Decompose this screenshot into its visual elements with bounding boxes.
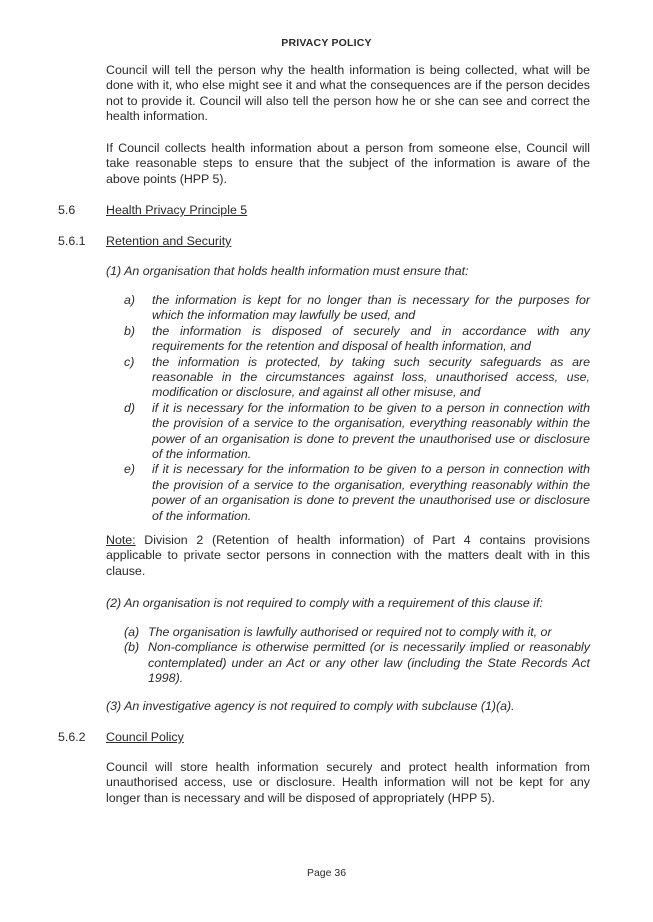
list-item	[124, 293, 590, 324]
intro-paragraph-2: If Council collects health information about a person from someone else, Council will take reasonable steps to ensure that the subject of the information is aware of the above points (HPP 5).	[106, 141, 590, 186]
subsection-title: Retention and Security	[106, 234, 232, 248]
page-number: Page 36	[306, 867, 347, 879]
list-item-text: if it is necessary for the information to be given to a person in connection with the provision of a service to the organisation, everything reasonably within the power of an organisation is done to prevent the unauthorised use or disclosure of the information.	[152, 462, 590, 523]
clause-1-list	[124, 293, 590, 524]
list-marker: (a)	[124, 625, 140, 639]
clause-2-list	[124, 625, 590, 687]
list-marker: (b)	[124, 640, 140, 655]
list-item	[124, 625, 590, 640]
subsection-heading-1	[58, 234, 231, 249]
clause-1-lead: (1) An organisation that holds health information must ensure that:	[106, 264, 469, 278]
subsection-heading-2	[58, 730, 184, 745]
list-item	[124, 462, 590, 524]
list-item-text: the information is protected, by taking such security safeguards as are reasonable in the circumstances against loss, unauthorised access, use, modification or disclosure, and against all other misuse, and	[152, 354, 590, 400]
note-text: Division 2 (Retention of health information) of Part 4 contains provisions applicable to private sector persons in connection with the matters dealt with in this clause.	[106, 533, 590, 578]
list-marker: e)	[124, 462, 136, 477]
subsection-number: 5.6.1	[58, 234, 86, 248]
clause-2-lead: (2) An organisation is not required to comply with a requirement of this clause if:	[106, 596, 543, 610]
section-heading	[58, 203, 247, 218]
section-number: 5.6	[58, 203, 76, 217]
note-paragraph	[106, 533, 590, 579]
list-item-text: if it is necessary for the information to be given to a person in connection with the provision of a service to the organisation, everything reasonably within the power of an organisation is done to prevent the unauthorised use or disclosure of the information.	[152, 400, 590, 462]
list-marker: c)	[124, 354, 135, 369]
list-item	[124, 401, 590, 463]
policy-paragraph: Council will store health information securely and protect health information from unauthorised access, use or disclosure. Health information will not be kept for any longer than is necessary and will be disposed of appropriately (HPP 5).	[106, 760, 590, 805]
list-item-text: the information is disposed of securely and in accordance with any requirements for the retention and disposal of health information, and	[152, 323, 590, 354]
subsection-title: Council Policy	[106, 730, 184, 744]
list-marker: a)	[124, 293, 136, 307]
list-item-text: Non-compliance is otherwise permitted (or is necessarily implied or reasonably contemplated) under an Act or any other law (including the State Records Act 1998).	[148, 640, 590, 686]
section-title: Health Privacy Principle 5	[106, 203, 248, 217]
note-label: Note:	[106, 533, 136, 547]
list-marker: d)	[124, 400, 136, 415]
list-item	[124, 640, 590, 686]
list-marker: b)	[124, 323, 136, 338]
list-item-text: the information is kept for no longer than is necessary for the purposes for which the information may lawfully be used, and	[152, 293, 590, 323]
page-header: PRIVACY POLICY	[281, 37, 372, 49]
list-item	[124, 355, 590, 401]
subsection-number: 5.6.2	[58, 730, 86, 744]
list-item-text: The organisation is lawfully authorised or required not to comply with it, or	[148, 625, 552, 639]
intro-paragraph-1: Council will tell the person why the health information is being collected, what will be done with it, who else might see it and what the consequences are if the person decides not to provide it. Council will also tell the person how he or she can see and correct the health information.	[106, 63, 590, 124]
list-item	[124, 324, 590, 355]
clause-3: (3) An investigative agency is not required to comply with subclause (1)(a).	[106, 699, 515, 713]
